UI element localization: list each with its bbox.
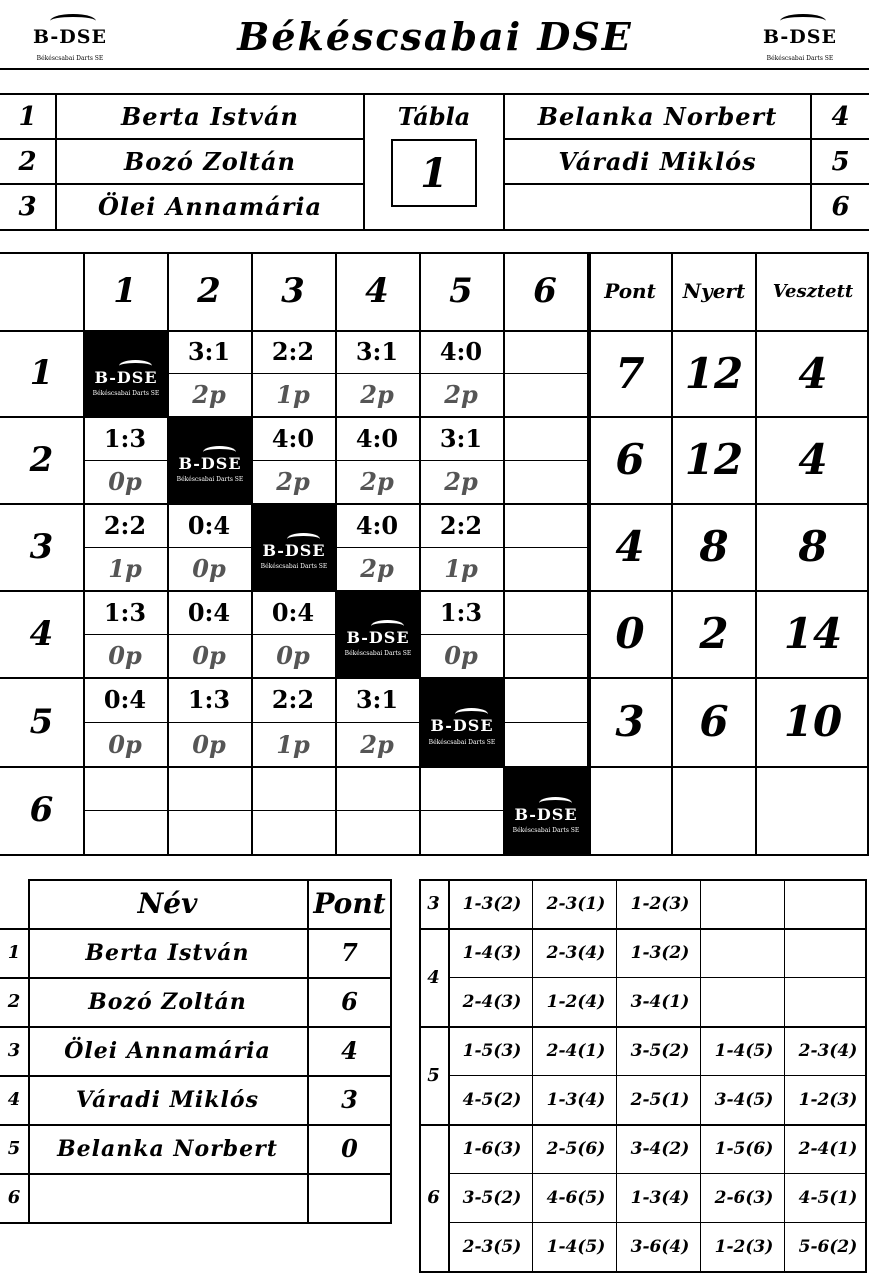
player-name: Ölei Annamária <box>97 192 323 221</box>
schedule-match: 2-4(1) <box>546 1040 606 1061</box>
logo-subtitle: Békéscsabai Darts SE <box>512 827 580 835</box>
schedule-match: 1-4(3) <box>462 942 522 963</box>
schedule-match: 3-5(2) <box>630 1040 690 1061</box>
match-score: 3:1 <box>187 337 231 366</box>
match-points: 0p <box>108 641 142 670</box>
schedule-match: 2-3(4) <box>798 1040 858 1061</box>
schedule-match: 3-4(2) <box>630 1138 690 1159</box>
schedule-match: 1-2(3) <box>798 1089 858 1110</box>
schedule-match <box>786 928 869 977</box>
ranking-points: 7 <box>341 938 358 967</box>
match-points: 2p <box>360 380 394 409</box>
match-points: 2p <box>360 729 394 759</box>
ranking-name: Ölei Annamária <box>64 1037 271 1064</box>
stat-value: 6 <box>699 697 729 746</box>
ranking-place: 5 <box>7 1138 21 1159</box>
logo-text: B-DSE <box>33 26 107 48</box>
player-number: 6 <box>831 191 850 222</box>
ranking-points-header: Pont <box>313 887 386 920</box>
match-score: 0:4 <box>103 685 147 714</box>
schedule-match: 4-5(2) <box>462 1089 522 1110</box>
match-points: 0p <box>192 554 226 583</box>
logo-subtitle: Békéscsabai Darts SE <box>260 563 328 571</box>
row-label: 3 <box>29 526 54 567</box>
logo-text: B-DSE <box>346 628 410 648</box>
stat-value: 4 <box>798 348 828 398</box>
stat-value: 4 <box>798 435 828 484</box>
logo-text: B-DSE <box>262 541 326 561</box>
match-score: 4:0 <box>355 510 399 540</box>
match-points <box>503 547 587 590</box>
match-points <box>167 810 251 854</box>
match-score <box>251 766 335 810</box>
schedule-match: 1-4(5) <box>546 1236 606 1257</box>
club-logo <box>505 768 587 855</box>
match-points: 0p <box>108 729 142 759</box>
player-number: 2 <box>18 146 37 177</box>
match-points: 0p <box>276 641 310 670</box>
logo-left <box>6 10 134 66</box>
match-score: 2:2 <box>271 337 315 366</box>
player-number: 5 <box>831 146 850 177</box>
row-label: 5 <box>29 701 54 742</box>
player-number: 3 <box>18 191 37 222</box>
schedule-match: 2-3(4) <box>546 942 606 963</box>
stat-value: 2 <box>699 609 729 658</box>
schedule-match: 3-6(4) <box>630 1236 690 1257</box>
ranking-points: 3 <box>341 1085 358 1114</box>
match-points <box>83 810 167 854</box>
club-logo <box>85 332 167 417</box>
match-points: 1p <box>276 380 310 409</box>
match-score <box>503 416 587 460</box>
stat-value: 0 <box>615 609 645 658</box>
logo-right <box>736 10 864 66</box>
schedule-match: 1-3(4) <box>630 1187 690 1208</box>
schedule-match: 2-3(5) <box>462 1236 522 1257</box>
schedule-match: 4-6(5) <box>546 1187 606 1208</box>
schedule-match: 1-5(3) <box>462 1040 522 1061</box>
stat-value: 7 <box>615 348 645 398</box>
row-label: 4 <box>29 613 54 654</box>
match-points: 1p <box>108 554 142 583</box>
player-name: Berta István <box>121 102 299 131</box>
stat-value: 12 <box>684 348 744 398</box>
match-score: 4:0 <box>271 423 315 453</box>
club-logo <box>421 679 503 767</box>
ranking-name: Váradi Miklós <box>76 1086 259 1113</box>
match-score: 1:3 <box>103 423 147 453</box>
schedule-match <box>786 879 869 928</box>
ranking-points: 0 <box>341 1134 358 1163</box>
ranking-points: 6 <box>341 987 358 1016</box>
schedule-match <box>702 977 786 1026</box>
schedule-match: 5-6(2) <box>798 1236 858 1257</box>
stat-header: Nyert <box>682 279 746 303</box>
ranking-points: 4 <box>341 1036 358 1065</box>
stat-header: Pont <box>604 279 656 303</box>
table-number: 1 <box>420 149 448 197</box>
match-points: 2p <box>360 554 394 583</box>
logo-text: B-DSE <box>94 367 158 387</box>
match-points: 2p <box>276 467 310 496</box>
match-points: 0p <box>192 641 226 670</box>
ranking-place: 2 <box>7 991 21 1012</box>
schedule-match: 1-3(2) <box>630 942 690 963</box>
club-logo <box>169 418 251 504</box>
club-logo <box>253 505 335 591</box>
ranking-name: Bozó Zoltán <box>88 988 247 1015</box>
ranking-points <box>307 1173 392 1222</box>
stat-value: 6 <box>615 435 645 484</box>
match-points <box>251 810 335 854</box>
column-header: 4 <box>365 271 389 311</box>
match-score: 0:4 <box>187 597 231 627</box>
ranking-place: 6 <box>7 1187 21 1208</box>
table-number-box <box>391 139 477 207</box>
schedule-match: 3-4(5) <box>714 1089 774 1110</box>
logo-subtitle: Békéscsabai Darts SE <box>428 738 496 746</box>
stat-value: 10 <box>783 697 843 746</box>
header-divider <box>0 68 869 70</box>
player-name: Belanka Norbert <box>537 102 778 131</box>
grid-line <box>0 1222 392 1224</box>
match-score: 3:1 <box>439 423 483 453</box>
schedule-match: 4-5(1) <box>798 1187 858 1208</box>
schedule-match: 1-3(4) <box>546 1089 606 1110</box>
column-header: 6 <box>533 271 557 311</box>
column-header: 2 <box>197 271 221 311</box>
match-points: 2p <box>360 467 394 496</box>
schedule-match <box>702 879 786 928</box>
page-title: Békéscsabai DSE <box>237 13 633 59</box>
match-score: 0:4 <box>187 510 231 540</box>
logo-text: B-DSE <box>430 715 494 735</box>
match-score: 4:0 <box>355 423 399 453</box>
player-name: Váradi Miklós <box>558 147 757 176</box>
match-points <box>503 634 587 677</box>
schedule-match: 1-5(6) <box>714 1138 774 1159</box>
logo-text: B-DSE <box>178 454 242 474</box>
match-score: 2:2 <box>271 685 315 714</box>
schedule-match: 1-2(4) <box>546 991 606 1012</box>
club-logo <box>337 592 419 678</box>
logo-subtitle: Békéscsabai Darts SE <box>176 476 244 484</box>
schedule-match: 2-6(3) <box>714 1187 774 1208</box>
player-number: 1 <box>18 101 37 132</box>
match-score <box>503 590 587 634</box>
schedule-match <box>702 928 786 977</box>
schedule-match: 2-4(3) <box>462 991 522 1012</box>
match-points: 0p <box>444 641 478 670</box>
schedule-match: 2-4(1) <box>798 1138 858 1159</box>
match-score <box>83 766 167 810</box>
schedule-match: 3-4(1) <box>630 991 690 1012</box>
match-points <box>503 460 587 503</box>
stat-value <box>589 766 671 854</box>
schedule-match: 3-5(2) <box>462 1187 522 1208</box>
stat-header: Vesztett <box>772 280 854 302</box>
schedule-round-label: 3 <box>427 893 440 914</box>
column-header: 3 <box>281 271 305 311</box>
match-score: 2:2 <box>439 510 483 540</box>
schedule-match: 2-5(6) <box>546 1138 606 1159</box>
match-points: 2p <box>444 467 478 496</box>
match-points: 0p <box>108 467 142 496</box>
match-score <box>503 677 587 722</box>
schedule-round-label: 6 <box>427 1187 440 1208</box>
match-points: 2p <box>192 380 226 409</box>
schedule-match: 1-3(2) <box>462 893 522 914</box>
match-score: 3:1 <box>355 685 399 714</box>
logo-subtitle: Békéscsabai Darts SE <box>766 55 834 62</box>
logo-text: B-DSE <box>514 804 578 824</box>
match-score: 1:3 <box>187 685 231 714</box>
schedule-round-label: 5 <box>427 1064 440 1086</box>
stat-value: 8 <box>699 522 729 571</box>
ranking-name: Berta István <box>85 939 250 966</box>
player-name <box>505 185 810 228</box>
ranking-name: Belanka Norbert <box>57 1135 278 1162</box>
logo-subtitle: Békéscsabai Darts SE <box>344 650 412 658</box>
logo-subtitle: Békéscsabai Darts SE <box>36 55 104 62</box>
stat-value <box>757 766 869 854</box>
match-score: 1:3 <box>103 597 147 627</box>
ranking-place: 4 <box>7 1089 21 1110</box>
stat-value: 4 <box>615 522 645 571</box>
match-points <box>503 373 587 416</box>
grid-line <box>0 854 869 856</box>
match-points <box>335 810 419 854</box>
schedule-match <box>786 977 869 1026</box>
match-points: 1p <box>276 729 310 759</box>
match-points <box>503 722 587 766</box>
match-points: 0p <box>192 729 226 759</box>
schedule-match: 1-6(3) <box>462 1138 522 1159</box>
stat-value <box>673 766 755 854</box>
match-score: 2:2 <box>103 510 147 540</box>
schedule-match: 1-4(5) <box>714 1040 774 1061</box>
player-number: 4 <box>831 101 850 132</box>
row-label: 2 <box>29 439 54 480</box>
match-score: 4:0 <box>439 337 483 366</box>
stat-value: 12 <box>684 435 744 484</box>
match-score <box>335 766 419 810</box>
match-score: 0:4 <box>271 597 315 627</box>
match-points: 1p <box>444 554 478 583</box>
match-points <box>419 810 503 854</box>
schedule-match: 1-2(3) <box>714 1236 774 1257</box>
row-label: 6 <box>29 790 54 830</box>
stat-value: 8 <box>798 522 828 571</box>
logo-text: B-DSE <box>763 26 837 48</box>
logo-subtitle: Békéscsabai Darts SE <box>92 389 160 397</box>
ranking-name <box>28 1173 307 1222</box>
row-label: 1 <box>29 353 54 393</box>
table-label: Tábla <box>397 101 471 131</box>
ranking-name-header: Név <box>137 887 198 920</box>
ranking-place: 3 <box>7 1040 21 1061</box>
match-score <box>167 766 251 810</box>
match-score: 1:3 <box>439 597 483 627</box>
column-header: 1 <box>113 271 137 311</box>
match-score <box>503 503 587 547</box>
schedule-round-label: 4 <box>427 966 440 988</box>
match-score <box>503 330 587 373</box>
schedule-match: 2-5(1) <box>630 1089 690 1110</box>
player-name: Bozó Zoltán <box>123 147 296 176</box>
match-score: 3:1 <box>355 337 399 366</box>
stat-value: 3 <box>615 697 645 746</box>
schedule-match: 1-2(3) <box>630 893 690 914</box>
ranking-place: 1 <box>7 942 21 963</box>
match-score <box>419 766 503 810</box>
match-points: 2p <box>444 380 478 409</box>
stat-value: 14 <box>783 609 843 658</box>
schedule-match: 2-3(1) <box>546 893 606 914</box>
column-header: 5 <box>449 271 473 311</box>
